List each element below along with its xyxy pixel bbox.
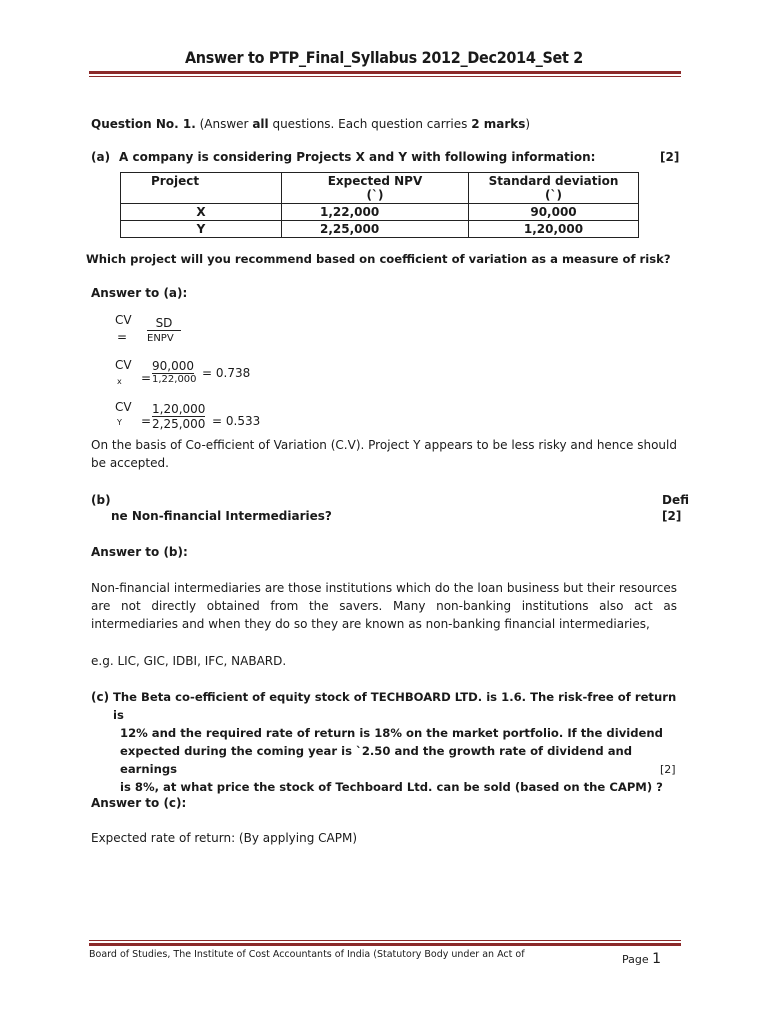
part-b-label: (b) <box>91 493 111 507</box>
part-a-label: (a) <box>91 150 111 164</box>
answer-b-text: Non-financial intermediaries are those institutions which do the loan business but their resources are not directly obtained from the savers. Many non-banking institutions also act as intermediaries and when they do so they are known as non-banking financial intermediaries, <box>91 581 677 631</box>
cvy-denominator: 2,25,000 <box>152 417 206 431</box>
cvx-subscript: x <box>117 377 122 386</box>
part-c-line: expected during the coming year is `2.50 and the growth rate of dividend and earnings <box>120 744 633 776</box>
page-title: Answer to PTP_Final_Syllabus 2012_Dec2014_Set 2 <box>184 48 584 67</box>
footer-text: Board of Studies, The Institute of Cost Accountants of India (Statutory Body under an Act of <box>89 949 525 960</box>
footer-rule-thick <box>89 943 681 946</box>
part-a-conclusion: On the basis of Co-efficient of Variation (C.V). Project Y appears to be less risky and hence should be accepted. <box>91 438 677 470</box>
instruction-mid: questions. Each question carries <box>268 117 472 131</box>
part-b-marks: [2] <box>662 509 682 523</box>
instruction-all: all <box>252 117 269 131</box>
table-header-row <box>121 173 639 204</box>
page-number: 1 <box>652 951 662 967</box>
cv-label: CV <box>115 313 132 327</box>
table-cell: 1,22,000 <box>282 204 469 221</box>
part-a-text: A company is considering Projects X and Y with following information: <box>119 150 596 164</box>
question-heading <box>91 117 530 131</box>
answer-b-examples: e.g. LIC, GIC, IDBI, IFC, NABARD. <box>91 654 287 668</box>
header-rule-thick <box>89 71 681 74</box>
table-cell: 1,20,000 <box>469 221 639 238</box>
table-row <box>121 221 639 238</box>
cvy-numerator: 1,20,000 <box>152 402 206 416</box>
table-header-cell: Standard deviation (`) <box>469 173 639 204</box>
cvy-result: = 0.533 <box>212 414 261 428</box>
part-c-line: 12% and the required rate of return is 18% on the market portfolio. If the dividend <box>120 726 663 740</box>
cvx-denominator: 1,22,000 <box>152 374 197 385</box>
footer-rule-thin <box>89 940 681 941</box>
table-header-cell: Expected NPV (`) <box>282 173 469 204</box>
instruction-marks: 2 marks <box>471 117 526 131</box>
sd-numerator: SD <box>147 316 181 331</box>
table-cell: 90,000 <box>469 204 639 221</box>
question-label: Question No. 1. <box>91 117 196 131</box>
cvy-label: CV <box>115 400 132 414</box>
table-cell: X <box>121 204 282 221</box>
part-c-line: The Beta co-efficient of equity stock of TECHBOARD LTD. is 1.6. The risk-free of return is <box>113 690 677 722</box>
answer-c-text: Expected rate of return: (By applying CAPM) <box>91 831 358 845</box>
instruction-pre: (Answer <box>199 117 253 131</box>
cvx-numerator: 90,000 <box>152 359 194 373</box>
answer-c-heading: Answer to (c): <box>91 796 187 810</box>
part-c-line: is 8%, at what price the stock of Techboard Ltd. can be sold (based on the CAPM) ? <box>120 780 663 794</box>
answer-a-heading: Answer to (a): <box>91 286 188 300</box>
cvx-result: = 0.738 <box>202 366 251 380</box>
part-b-defi: Defi <box>662 493 689 507</box>
cvy-equals: = <box>141 414 152 428</box>
cvy-subscript: Y <box>117 418 122 427</box>
table-cell: Y <box>121 221 282 238</box>
footer-page <box>622 951 661 967</box>
projects-table <box>120 172 639 238</box>
page-label: Page <box>622 953 649 966</box>
cvx-label: CV <box>115 358 132 372</box>
instruction-post: ) <box>525 117 531 131</box>
table-header-cell: Project <box>121 173 282 204</box>
part-a-marks: [2] <box>660 150 680 164</box>
table-row <box>121 204 639 221</box>
cvx-equals: = <box>141 371 152 385</box>
header-rule-thin <box>89 76 681 77</box>
part-c-label: (c) <box>91 690 110 704</box>
table-cell: 2,25,000 <box>282 221 469 238</box>
part-b-text: ne Non-financial Intermediaries? <box>111 509 332 523</box>
cv-equals: = <box>117 330 128 344</box>
part-c-question <box>113 688 681 796</box>
part-c-marks: [2] <box>660 763 676 776</box>
enpv-denominator: ENPV <box>147 333 174 344</box>
part-a-question: Which project will you recommend based on coefficient of variation as a measure of risk? <box>86 252 671 266</box>
answer-b-heading: Answer to (b): <box>91 545 188 559</box>
